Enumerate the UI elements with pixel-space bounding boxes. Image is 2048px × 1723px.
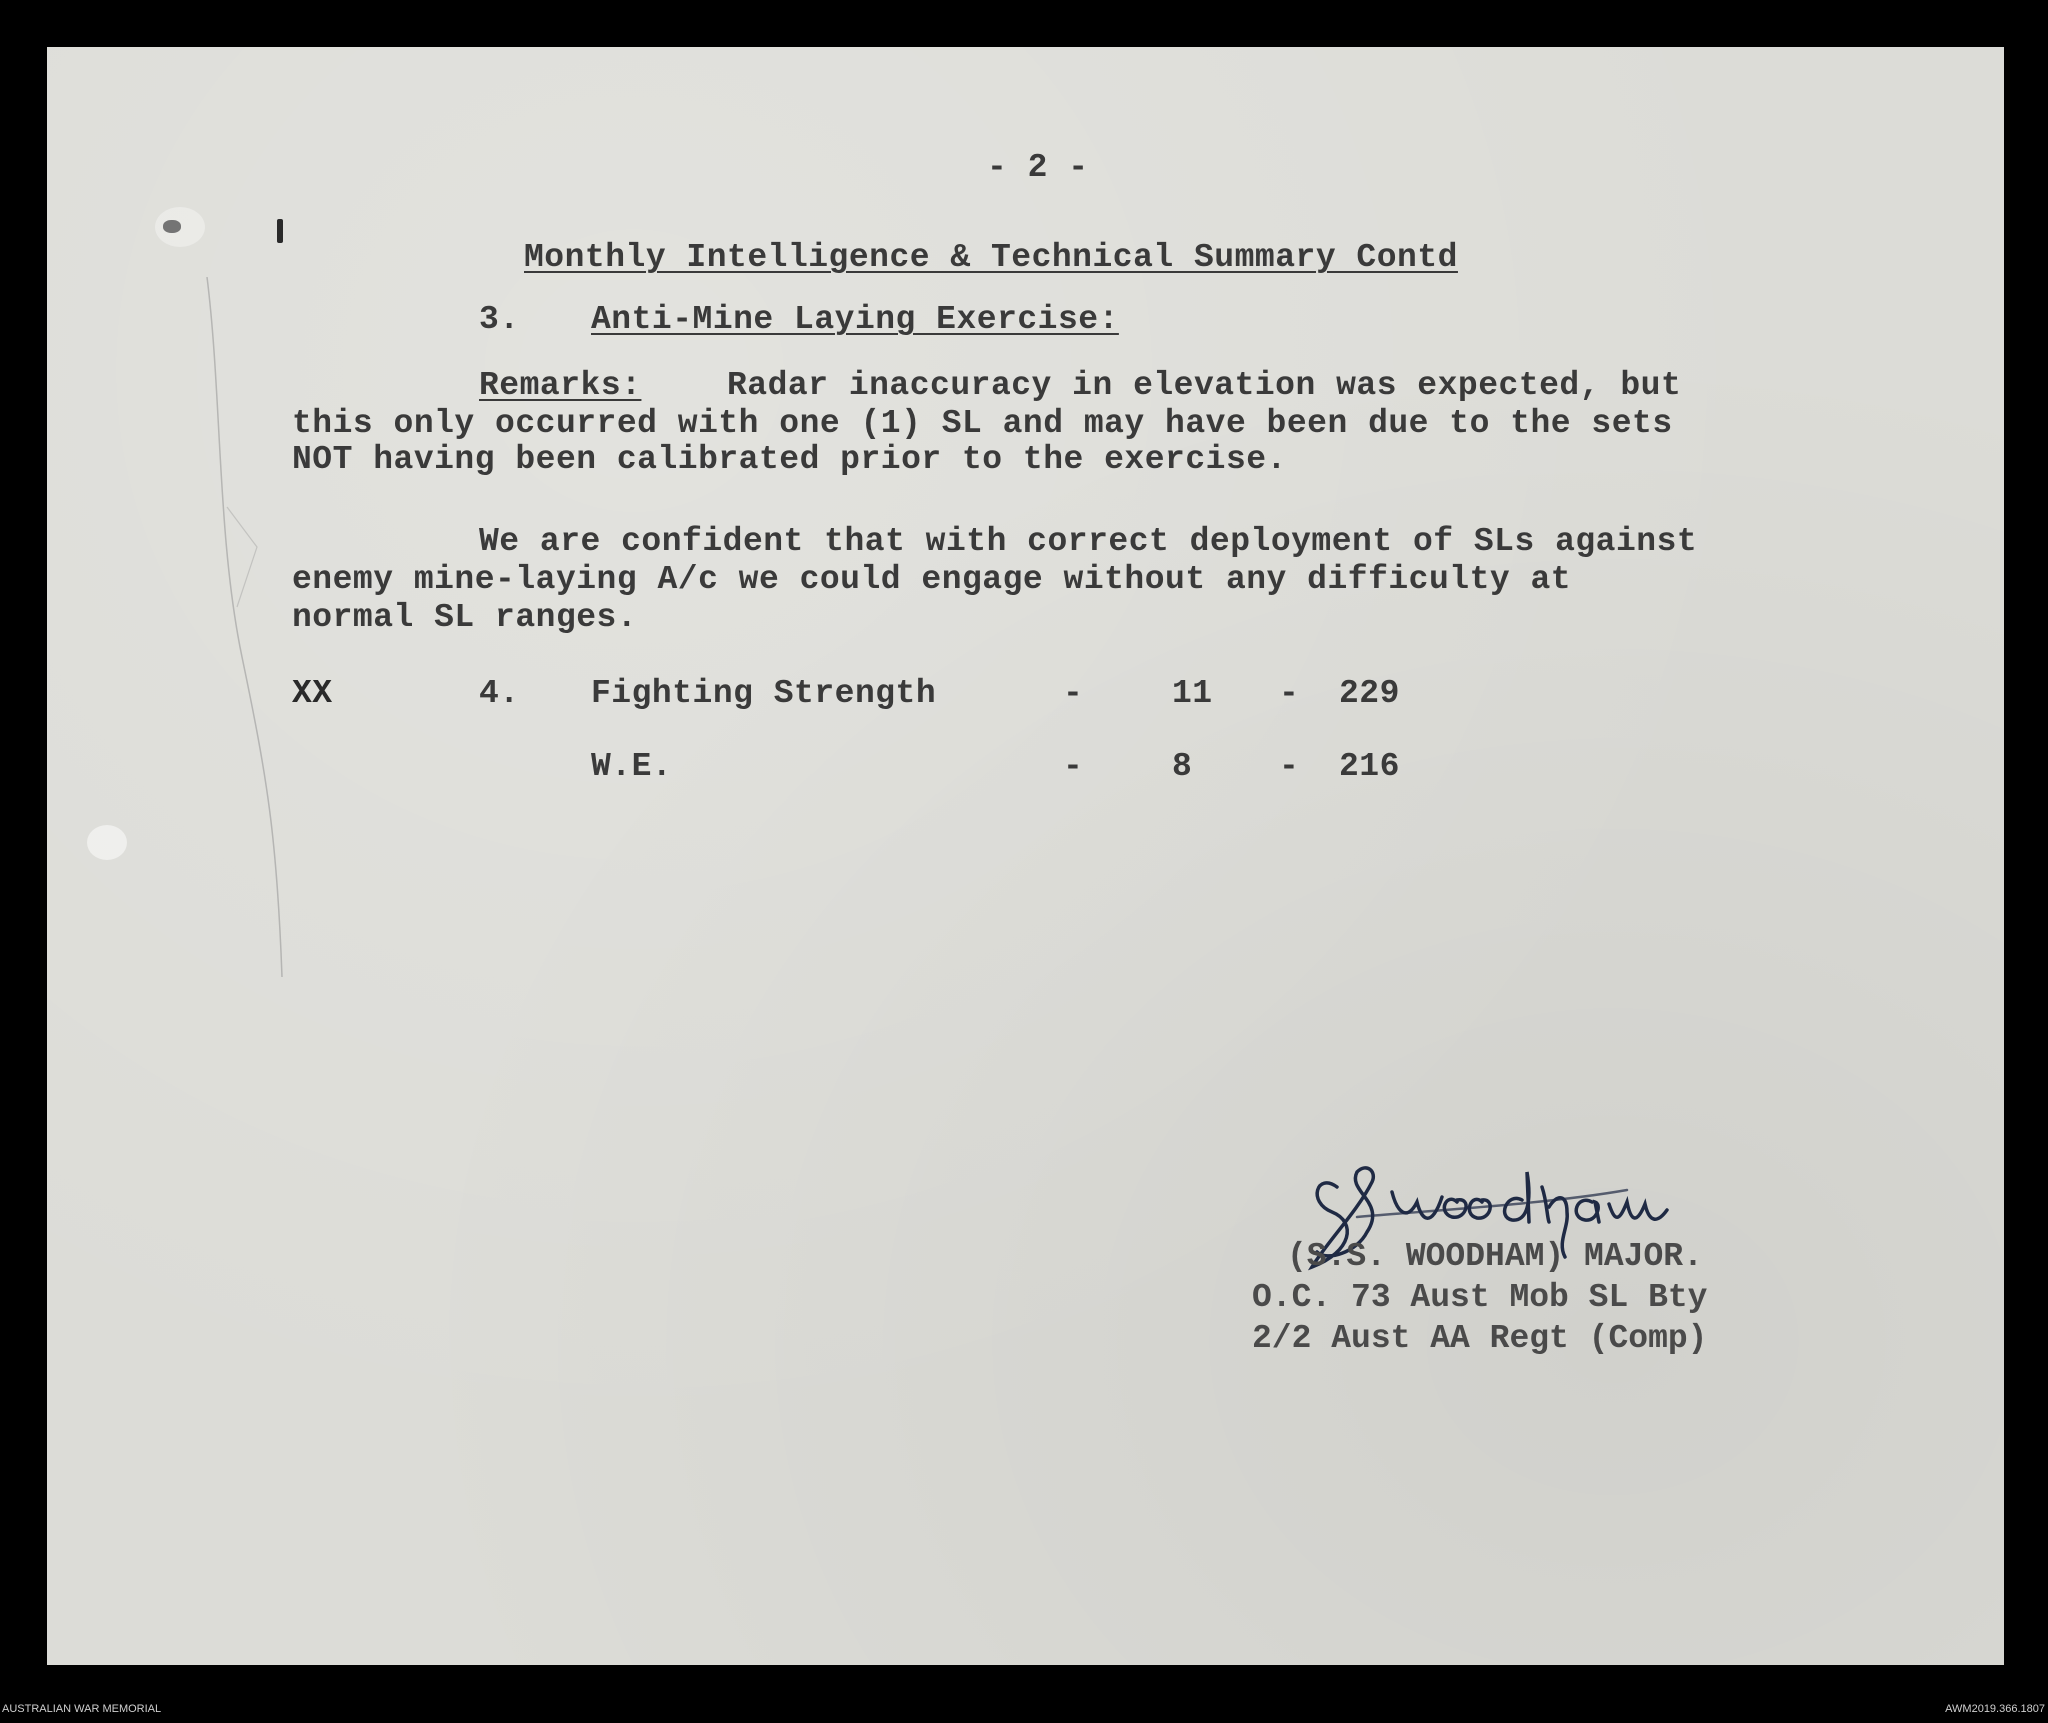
section-4-number: 4. [479,675,520,712]
establishment-dash: - [1279,748,1300,785]
establishment-label: W.E. [591,748,673,785]
signatory-unit: O.C. 73 Aust Mob SL Bty [1252,1279,1708,1316]
signatory-name: (S.S. WOODHAM) MAJOR. [1287,1238,1703,1275]
paragraph-2-line-2: enemy mine-laying A/c we could engage without any difficulty at [292,561,1572,598]
remarks-line-1: Radar inaccuracy in elevation was expected, but [727,367,1682,404]
establishment-dash: - [1063,748,1084,785]
signatory-regiment: 2/2 Aust AA Regt (Comp) [1252,1320,1708,1357]
remarks-line-2: this only occurred with one (1) SL and may have been due to the sets [292,405,1673,442]
section-3-title: Anti-Mine Laying Exercise: [591,301,1119,338]
archive-credit: AUSTRALIAN WAR MEMORIAL [2,1703,162,1715]
page-number: - 2 - [987,149,1089,186]
remarks-label: Remarks: [479,367,642,404]
paragraph-2-line-1: We are confident that with correct deployment of SLs against [479,523,1698,560]
page-heading: Monthly Intelligence & Technical Summary Contd [524,239,1458,276]
paragraph-2-line-3: normal SL ranges. [292,599,638,636]
establishment-officers: 8 [1172,748,1193,785]
margin-mark: XX [292,675,333,712]
archive-reference: AWM2019.366.1807 [1945,1703,2045,1715]
strength-dash: - [1279,675,1300,712]
paper-tear-bottom [87,825,127,860]
strength-label: Fighting Strength [591,675,937,712]
paper-tear-top [155,207,205,247]
strength-other-ranks: 229 [1339,675,1400,712]
section-3-number: 3. [479,301,520,338]
establishment-other-ranks: 216 [1339,748,1400,785]
staple-mark [277,219,283,243]
strength-officers: 11 [1172,675,1213,712]
document-page [47,47,2004,1665]
pencil-mark [187,277,307,977]
remarks-line-3: NOT having been calibrated prior to the exercise. [292,441,1287,478]
strength-dash: - [1063,675,1084,712]
